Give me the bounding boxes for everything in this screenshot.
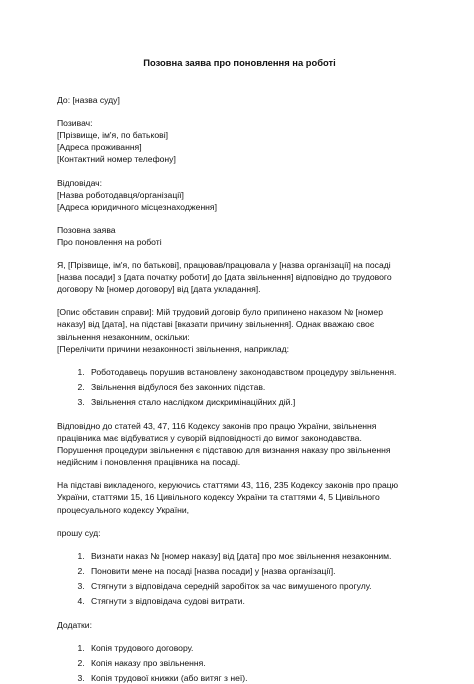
document-title: Позовна заява про поновлення на роботі [143,57,336,68]
circumstances-line: наказу] від [дата], на підставі [вказати причину звільнення]. Однак вважаю своє [57,319,375,330]
reasons-list [57,366,422,408]
list-item: 1. Роботодавець порушив встановлену законодавством процедуру звільнення. [87,366,422,378]
circumstances-paragraph [57,306,422,354]
legal-basis-line: працівника має відбуватися у суворій відповідності до вимог законодавства. [57,433,362,444]
legal-basis-line: Порушення процедури звільнення є підставою для визнання наказу про звільнення [57,445,391,456]
intro-line: [назва посади] з [дата початку роботи] до [дата звільнення] відповідно до трудового [57,272,392,283]
grounds-line: процесуального кодексу України, [57,504,190,515]
plaintiff-label: Позивач: [57,118,93,129]
claim-type: Позовна заява [57,224,116,235]
plaintiff-block [57,117,422,165]
attachments-list [57,642,422,684]
defendant-block [57,177,422,213]
defendant-address: [Адреса юридичного місцезнаходження] [57,201,217,212]
legal-basis-line: Відповідно до статей 43, 47, 116 Кодексу законів про працю України, звільнення [57,420,377,431]
list-item: 2. Копія наказу про звільнення. [87,657,422,669]
list-item: 2. Поновити мене на посаді [назва посади] у [назва організації]. [87,565,422,577]
court-block [57,94,422,106]
list-item: 3. Стягнути з відповідача середній заробіток за час вимушеного прогулу. [87,580,422,592]
grounds-line: України, статтями 15, 16 Цивільного кодексу України та статтями 4, 5 Цивільного [57,492,380,503]
circumstances-line: [Опис обставин справи]: Мій трудовий договір було припинено наказом № [номер [57,307,383,318]
requests-list [57,550,422,607]
grounds-line: На підставі викладеного, керуючись статтями 43, 116, 235 Кодексу законів про працю [57,480,399,491]
claim-subject: Про поновлення на роботі [57,236,162,247]
list-item: 4. Стягнути з відповідача судові витрати. [87,595,422,607]
list-item: 1. Визнати наказ № [номер наказу] від [дата] про моє звільнення незаконним. [87,550,422,562]
intro-line: Я, [Прізвище, ім'я, по батькові], працював/працювала у [назва організації] на посаді [57,260,391,271]
court-line: До: [назва суду] [57,95,120,106]
plaintiff-address: [Адреса проживання] [57,142,142,153]
request-heading: прошу суд: [57,527,101,538]
claim-heading [57,224,422,248]
list-item: 3. Копія трудової книжки (або витяг з неї). [87,672,422,684]
circumstances-line: звільнення незаконним, оскільки: [57,331,190,342]
defendant-label: Відповідач: [57,177,103,188]
plaintiff-phone: [Контактний номер телефону] [57,154,176,165]
intro-line: договору № [номер договору] від [дата укладання]. [57,284,261,295]
legal-basis-paragraph [57,420,422,468]
list-item: 2. Звільнення відбулося без законних підстав. [87,381,422,393]
plaintiff-name: [Прізвище, ім'я, по батькові] [57,130,169,141]
intro-paragraph [57,259,422,295]
circumstances-line: [Перелічити причини незаконності звільнення, наприклад: [57,343,290,354]
list-item: 3. Звільнення стало наслідком дискримінаційних дій.] [87,396,422,408]
list-item: 1. Копія трудового договору. [87,642,422,654]
defendant-name: [Назва роботодавця/організації] [57,189,184,200]
attachments-heading: Додатки: [57,620,92,631]
legal-basis-line: недійсним і поновлення працівника на посаді. [57,457,241,468]
grounds-paragraph [57,479,422,515]
